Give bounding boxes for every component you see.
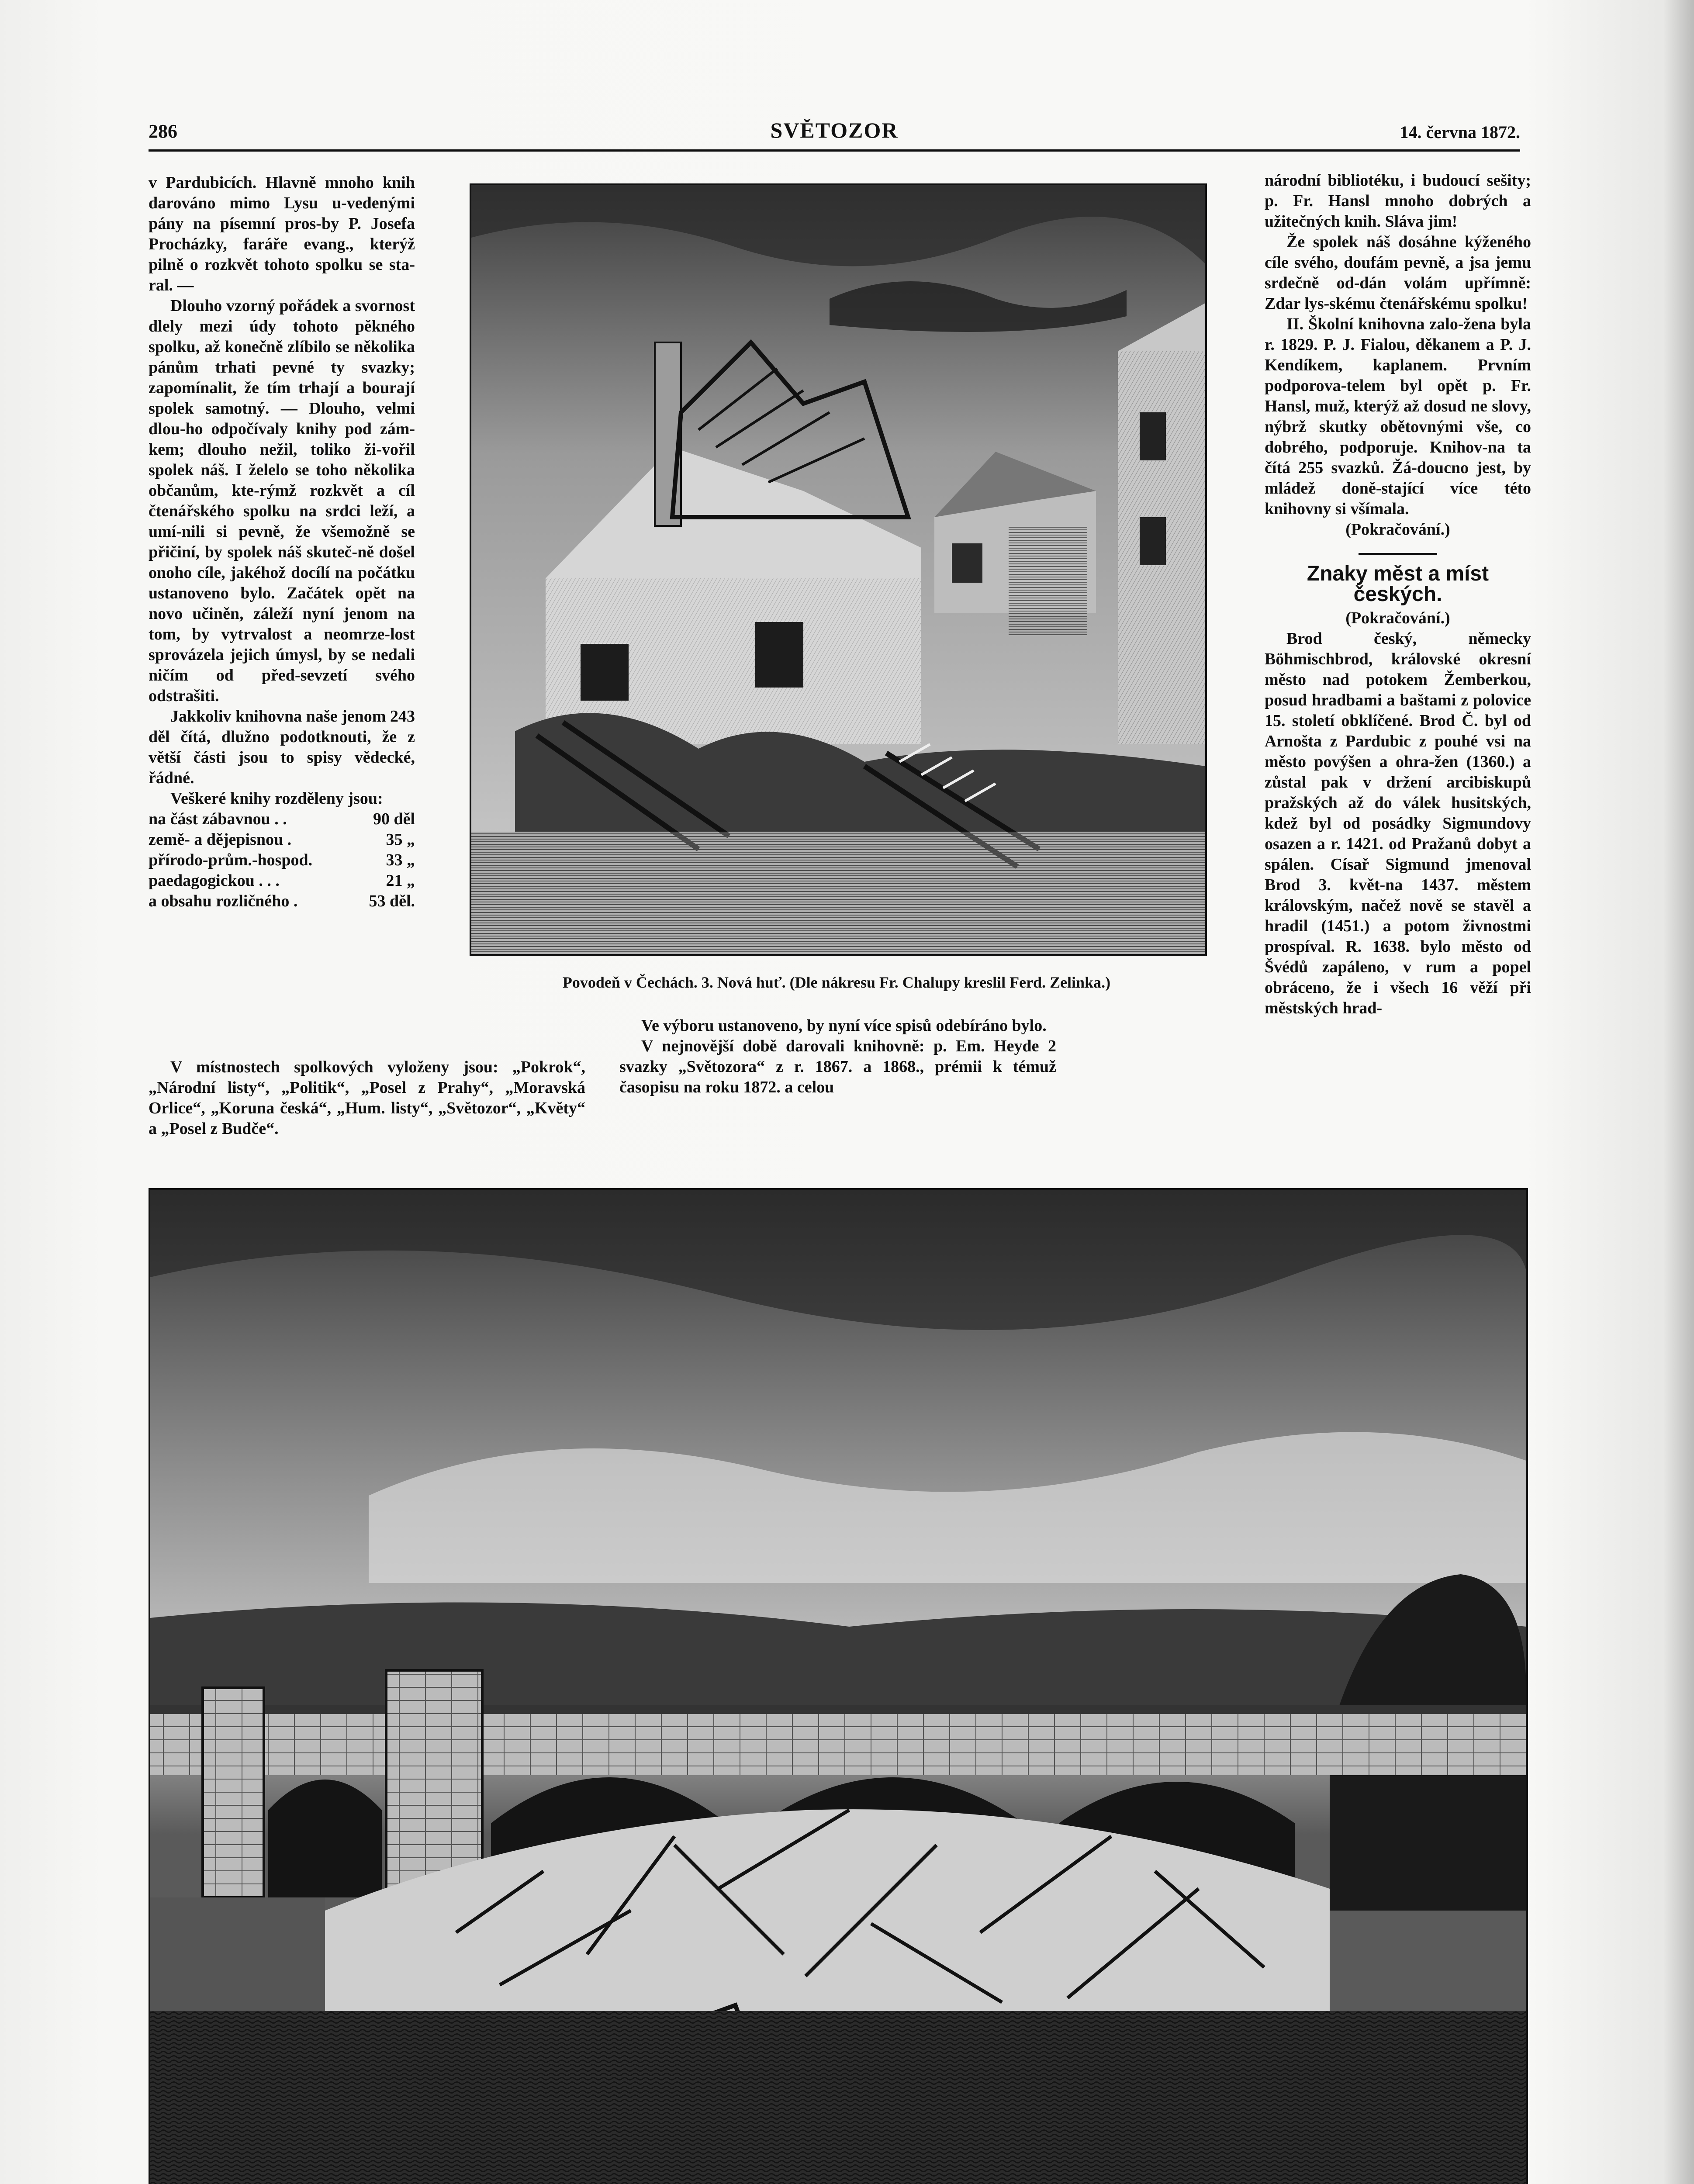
right-paragraph: Že spolek náš dosáhne kýženého cíle svého, doufám pevně, a jsa jemu srdečně od-dán volám upřímně: Zdar lys-skému čtenářskému spolku! (1265, 233, 1531, 313)
book-list (149, 809, 415, 912)
page-number: 286 (149, 121, 177, 142)
viaduct-flood-engraving (150, 1190, 1526, 2184)
issue-date: 14. června 1872. (1400, 122, 1520, 142)
right-paragraph: II. Školní knihovna zalo-žena byla r. 1829. P. J. Fialou, děkanem a P. J. Kendíkem, kaplanem. Prvním podporova-telem byl opět p. Fr. Hansl, muž, kterýž až dosud ne slovy, nýbrž skutky obětovnými vše, co dobrého, podporuje. Knihov-na ta čítá 255 svazků. Žá-doucno jest, by mládež doně-stající více této knihovny si všímala. (1265, 315, 1531, 518)
illustration-nova-hut (470, 183, 1207, 956)
left-column (149, 173, 415, 912)
continued-note: (Pokračování.) (1345, 520, 1450, 539)
book-list-row: země- a dějepisnou . 35 „ (149, 830, 415, 849)
page-header (149, 116, 1520, 146)
illustration-viaduct (149, 1188, 1528, 2184)
book-list-row: paedagogickou . . . 21 „ (149, 871, 415, 890)
left-paragraph: Dlouho vzorný pořádek a svornost dlely mezi údy tohoto pěkného spolku, až konečně zlíbilo se několika pánům trhati pevné ty svazky; zapomínalit, že tím trhají a bourají spolek samotný. — Dlouho, velmi dlou-ho odpočívaly knihy pod zám-kem; dlouho nežil, toliko ži-vořil spolek náš. I želelo se toho několika občanům, kte-rýmž rozkvět a cíl čtenářského spolku na srdci leží, a umí-nili si pevně, že všemožně se přičiní, by spolek náš skuteč-ně došel onoho cíle, jakéhož docílí na počátku ustanoveno bylo. Začátek opět na novo učiněn, záleží nyní jenom na tom, by vytrvalost a neomrze-lost sprovázela jejich úmysl, by se nedali ničím od před-sevzetí svého odstrašiti. (149, 297, 415, 705)
right-paragraph: národní bibliotéku, i budoucí sešity; p. Fr. Hansl mnoho dobrých a užitečných knih. Sláva jim! (1265, 171, 1531, 231)
center-paragraph: V nejnovější době darovali knihovně: p. Em. Heyde 2 svazky „Světozora“ z r. 1867. a 1868., prémii k témuž časopisu na roku 1872. a celou (619, 1037, 1056, 1096)
left-paragraph: Veškeré knihy rozděleny jsou: (170, 789, 383, 808)
header-rule (149, 149, 1520, 152)
right-paragraph: Brod český, německy Böhmischbrod, královské okresní město nad potokem Žemberkou, posud hradbami a baštami z polovice 15. století obklíčené. Brod Č. byl od Arnošta z Pardubic z pouhé vsi na město povýšen a ohra-žen (1360.) a zůstal pak v držení arcibiskupů pražských až do válek husitských, kdež byl od posádky Sigmundovy osazen a r. 1421. od Pražanů dobyt a spálen. Císař Sigmund jmenoval Brod 3. květ-na 1437. městem královským, načež nově se stavěl a hradil (1451.) a potom živnostmi prospíval. R. 1638. bylo město od Švédů zapáleno, v rum a popel obráceno, že i všech 16 věží při městských hrad- (1265, 629, 1531, 1017)
ruined-house-engraving (471, 185, 1205, 954)
magazines-paragraph: V místnostech spolkových vyloženy jsou: „Pokrok“, „Národní listy“, „Politik“, „Posel z Prahy“, „Moravská Orlice“, „Koruna česká“, „Hum. listy“, „Světozor“, „Květy“ a „Posel z Budče“. (149, 1058, 585, 1138)
right-column (1265, 170, 1531, 1019)
left-paragraph: v Pardubicích. Hlavně mnoho knih darováno mimo Lysu u-vedenými pány na písemní pros-by P. Josefa Procházky, faráře evang., kterýž pilně o rozkvět tohoto spolku se sta-ral. — (149, 173, 415, 294)
book-list-row: přírodo-prům.-hospod. 33 „ (149, 851, 415, 869)
center-text (619, 1016, 1056, 1098)
book-list-row: na část zábavnou . . 90 děl (149, 810, 415, 828)
section-title: Znaky měst a míst českých. (1307, 562, 1489, 606)
section-divider (1359, 553, 1437, 555)
left-paragraph: Jakkoliv knihovna naše jenom 243 děl čítá, dlužno podotknouti, že z větší části jsou to spisy vědecké, řádné. (149, 707, 415, 787)
center-paragraph: Ve výboru ustanoveno, by nyní více spisů odebíráno bylo. (641, 1016, 1047, 1035)
masthead: SVĚTOZOR (770, 118, 899, 142)
continued-note: (Pokračování.) (1345, 609, 1450, 627)
caption-nova-hut: Povodeň v Čechách. 3. Nová huť. (Dle nákresu Fr. Chalupy kreslil Ferd. Zelinka.) (562, 974, 1111, 991)
binding-shadow (1663, 0, 1694, 2184)
book-list-row: a obsahu rozličného . 53 děl. (149, 892, 415, 910)
